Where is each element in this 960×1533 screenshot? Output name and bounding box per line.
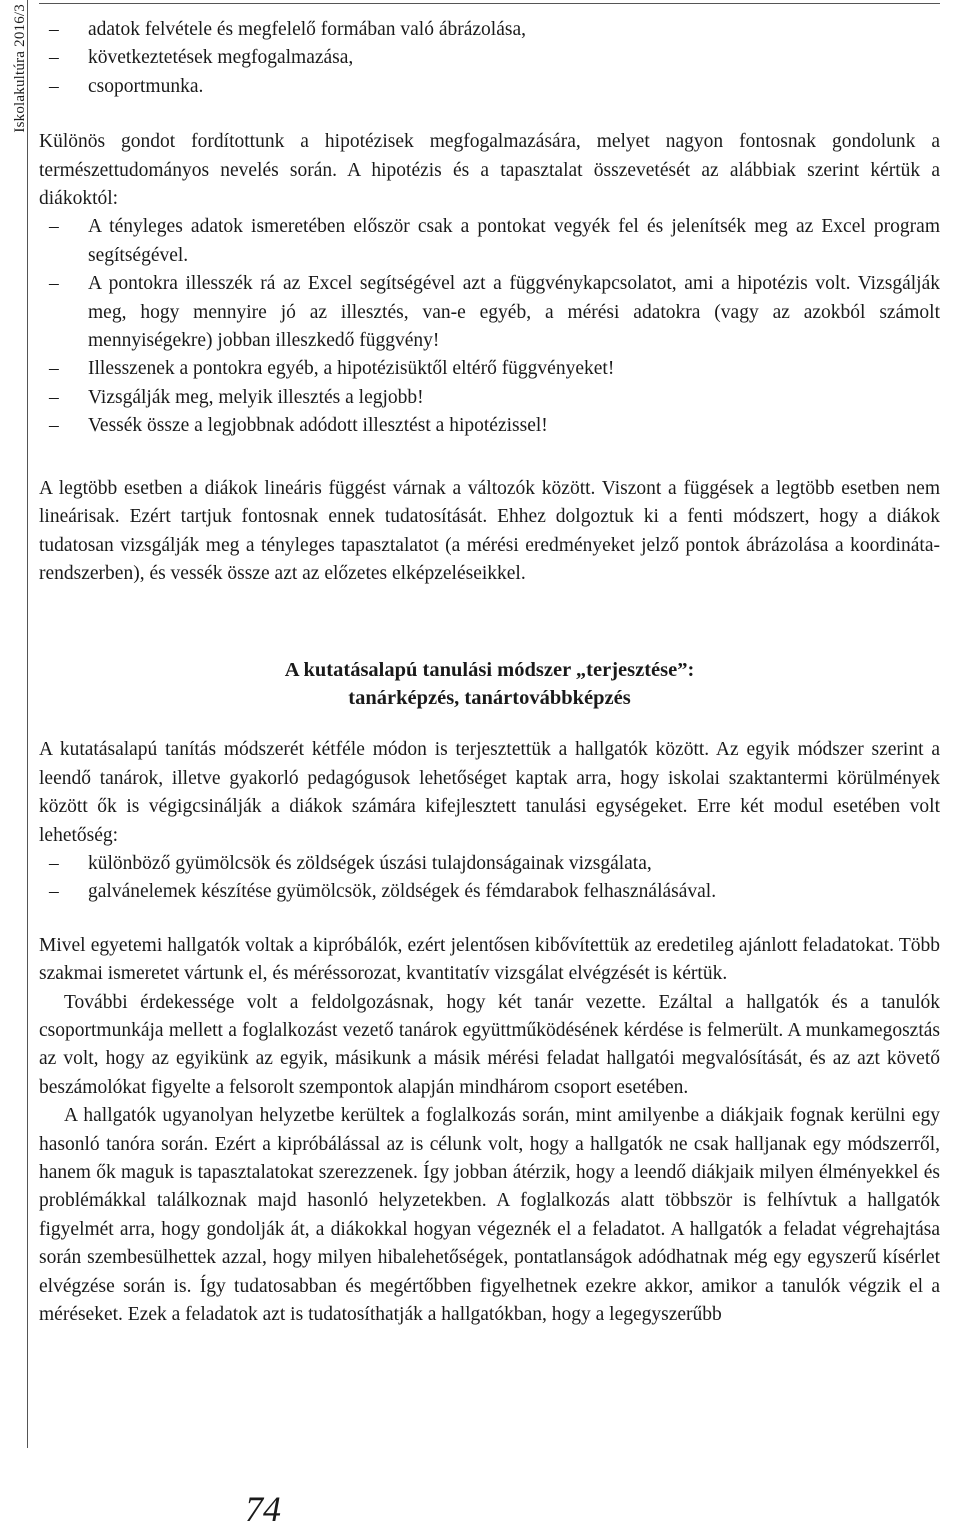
list-activities [39,16,940,101]
journal-side-label: Iskolakultúra 2016/3 [12,4,28,133]
heading-line: A kutatásalapú tanulási módszer „terjesztése”: [284,659,695,682]
paragraph-experience: A hallgatók ugyanolyan helyzetbe kerültek a foglalkozás során, mint amilyenbe a diákjaik fognak kerülni egy hasonló tanóra során. Ezért a kipróbálással az is célunk volt, hogy a hallgatók ne csak halljanak egy módszerről, hanem ők maguk is tapasztalatokat szerezzenek. Így jobban átérzik, hogy a leendő diákjaik milyen élményekkel és problémákkal találkoznak majd hasonló helyzetekben. A foglalkozás alatt többször is felhívtuk a hallgatók figyelmét arra, hogy gondolják át, a diákokkal hogyan végeznék el a feladatot. A hallgatók a feladat végrehajtása során szembesülhettek azzal, hogy milyen hibalehetőségek, pontatlanságok adódhatnak még egy egyszerű kísérlet elvégzése során is. Így tudatosabban és megértőbben figyelhetnek ezekre akkor, amikor a tanulók végzik el a méréseket. Ezek a feladatok azt is tudatosíthatják a hallgatókban, hogy a legegyszerűbb [39,1105,940,1326]
top-rule [39,3,940,4]
list-item: – A pontokra illesszék rá az Excel segítségével azt a függvénykapcsolatot, ami a hipotézis volt. Vizsgálják meg, hogy mennyire jó az illesztés, van-e egyéb, a mérési adatokra (vagy az azokból számolt mennyiségekre) jobban illeszkedő függvény! [39,270,940,355]
list-item: – következtetések megfogalmazása, [39,44,940,72]
side-rule [27,0,28,1448]
section-heading [39,656,940,712]
list-item: – különböző gyümölcsök és zöldségek úszási tulajdonságainak vizsgálata, [39,850,940,878]
paragraph-hypothesis: Különös gondot fordítottunk a hipotézisek megfogalmazására, melyet nagyon fontosnak gondolunk a természettudományos nevelés során. A hipotézis és a tapasztalat összevetését az alábbiak szerint kértük a diákoktól: [39,131,940,210]
list-item: – adatok felvétele és megfelelő formában való ábrázolása, [39,16,940,44]
list-item: – Vessék össze a legjobbnak adódott illesztést a hipotézissel! [39,412,940,440]
list-item: – galvánelemek készítése gyümölcsök, zöldségek és fémdarabok felhasználásával. [39,878,940,906]
page-number: 74 [245,1489,281,1529]
heading-line: tanárképzés, tanártovábbképzés [348,687,631,710]
list-item: – csoportmunka. [39,73,940,101]
list-item: – Illesszenek a pontokra egyéb, a hipotézisüktől eltérő függvényeket! [39,355,940,383]
list-item: – Vizsgálják meg, melyik illesztés a legjobb! [39,384,940,412]
list-steps [39,213,940,440]
paragraph-methods: A kutatásalapú tanítás módszerét kétféle módon is terjesztettük a hallgatók között. Az egyik módszer szerint a leendő tanárok, illetve gyakorló pedagógusok lehetőséget kaptak arra, hogy iskolai szaktantermi körülmények között ők is végigcsinálják a diákok számára kifejlesztett tanulási egységeket. Erre két modul esetében volt lehetőség: [39,739,940,846]
page-body [39,16,940,1329]
list-item: – A tényleges adatok ismeretében először csak a pontokat vegyék fel és jelenítsék meg az Excel program segítségével. [39,213,940,270]
paragraph-teachers: További érdekessége volt a feldolgozásnak, hogy két tanár vezette. Ezáltal a hallgatók és a tanulók csoportmunkája mellett a foglalkozást vezető tanárok együttműködésének kérdése is felmerült. A munkamegosztás az volt, hogy az egyikünk az egyik, másikunk a másik mérési feladat hallgatói megvalósítását, és az azt követő beszámolókat figyelte a felsorolt szempontok alapján mindhárom csoport esetében. [39,991,940,1098]
paragraph-linearity: A legtöbb esetben a diákok lineáris függést várnak a változók között. Viszont a függések a legtöbb esetben nem lineárisak. Ezért tartjuk fontosnak ennek tudatosítását. Ehhez dolgoztuk ki a fenti módszert, hogy a diákok tudatosan vizsgálják meg a tényleges tapasztalatot (a mérési eredményeket jelző pontok ábrázolása a koordináta-rendszerben), és vessék össze azt az előzetes elképzeléseikkel. [39,477,940,584]
paragraph-students: Mivel egyetemi hallgatók voltak a kipróbálók, ezért jelentősen kibővítettük az eredetileg ajánlott feladatokat. Több szakmai ismeretet vártunk el, és méréssorozat, kvantitatív vizsgálat elvégzését is kértük. [39,934,940,985]
list-modules [39,850,940,907]
